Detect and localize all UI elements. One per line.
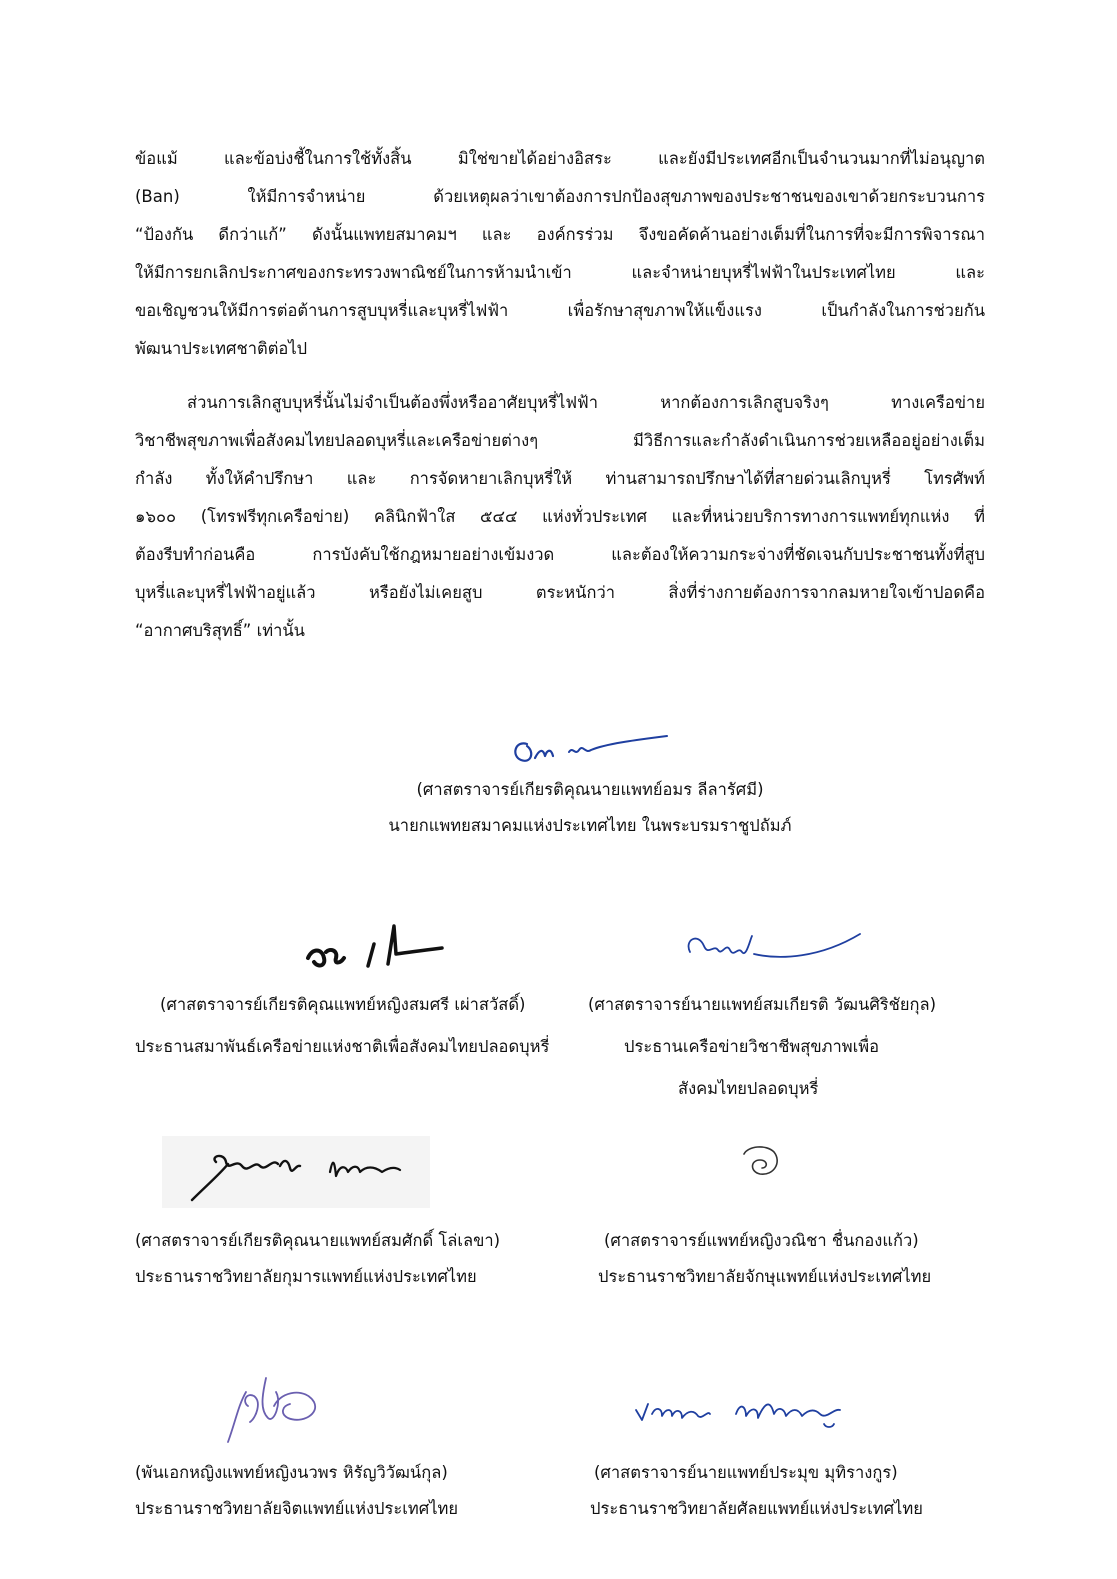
text-line: วิชาชีพสุขภาพเพื่อสังคมไทยปลอดบุหรี่และเครือข่ายต่างๆ มีวิธีการและกำลังดำเนินการช่วยเหลืออยู่อย่างเต็ม xyxy=(135,431,985,450)
text-line: บุหรี่และบุหรี่ไฟฟ้าอยู่แล้ว หรือยังไม่เคยสูบ ตระหนักว่า สิ่งที่ร่างกายต้องการจากลมหายใจเข้าปอดคือ xyxy=(135,583,985,602)
signatory-title: ประธานราชวิทยาลัยกุมารแพทย์แห่งประเทศไทย xyxy=(135,1267,477,1286)
paragraph-1 xyxy=(135,140,985,368)
text-line: ๑๖๐๐ (โทรฟรีทุกเครือข่าย) คลินิกฟ้าใส ๕๔๔ แห่งทั่วประเทศ และที่หน่วยบริการทางการแพทย์ทุกแห่ง ที่ xyxy=(135,507,985,526)
signatory-title: ประธานราชวิทยาลัยศัลยแพทย์แห่งประเทศไทย xyxy=(590,1499,923,1518)
text-line: พัฒนาประเทศชาติต่อไป xyxy=(135,339,308,358)
signatory-name: (ศาสตราจารย์นายแพทย์ประมุข มุทิรางกูร) xyxy=(594,1463,898,1482)
signature-block-president xyxy=(300,718,880,844)
signatory-title: นายกแพทยสมาคมแห่งประเทศไทย ในพระบรมราชูปถัมภ์ xyxy=(388,816,792,835)
signatory-name: (ศาสตราจารย์แพทย์หญิงวณิชา ชื่นกองแก้ว) xyxy=(604,1231,919,1250)
text-line: กำลัง ทั้งให้คำปรึกษา และ การจัดหายาเลิกบุหรี่ให้ ท่านสามารถปรึกษาได้ที่สายด่วนเลิกบุหรี่ โทรศัพท์ xyxy=(135,469,985,488)
signatory-title: สังคมไทยปลอดบุหรี่ xyxy=(678,1079,819,1098)
signature-somkiat xyxy=(680,918,870,973)
signatory-name: (ศาสตราจารย์เกียรติคุณนายแพทย์อมร ลีลารัศมี) xyxy=(416,780,764,799)
text-line: ขอเชิญชวนให้มีการต่อต้านการสูบบุหรี่และบุหรี่ไฟฟ้า เพื่อรักษาสุขภาพให้แข็งแรง เป็นกำลังในการช่วยกัน xyxy=(135,301,985,320)
signatory-name: (ศาสตราจารย์เกียรติคุณแพทย์หญิงสมศรี เผ่าสวัสดิ์) xyxy=(160,995,526,1014)
signature-wanicha xyxy=(736,1140,788,1180)
signatory-title: ประธานสมาพันธ์เครือข่ายแห่งชาติเพื่อสังคมไทยปลอดบุหรี่ xyxy=(135,1037,550,1056)
text-line: “อากาศบริสุทธิ์” เท่านั้น xyxy=(135,621,305,640)
letter-body xyxy=(135,140,985,666)
text-line: ให้มีการยกเลิกประกาศของกระทรวงพาณิชย์ในการห้ามนำเข้า และจำหน่ายบุหรี่ไฟฟ้าในประเทศไทย และ xyxy=(135,263,985,282)
signature-nawaporn xyxy=(216,1362,331,1452)
signatory-title: ประธานเครือข่ายวิชาชีพสุขภาพเพื่อ xyxy=(624,1037,880,1056)
signatory-title: ประธานราชวิทยาลัยจิตแพทย์แห่งประเทศไทย xyxy=(135,1499,459,1518)
signatory-title: ประธานราชวิทยาลัยจักษุแพทย์แห่งประเทศไทย xyxy=(598,1267,932,1286)
signatory-name: (พันเอกหญิงแพทย์หญิงนวพร หิรัญวิวัฒน์กุล) xyxy=(135,1463,448,1482)
text-line: “ป้องกัน ดีกว่าแก้” ดังนั้นแพทยสมาคมฯ และ องค์กรร่วม จึงขอคัดค้านอย่างเต็มที่ในการที่จะมีการพิจารณา xyxy=(135,225,985,244)
signature-somsri xyxy=(300,918,450,978)
signature-somsak xyxy=(162,1136,430,1208)
signature-pramook xyxy=(628,1380,863,1435)
text-line: ข้อแม้ และข้อบ่งชี้ในการใช้ทั้งสิ้น มิใช่ขายได้อย่างอิสระ และยังมีประเทศอีกเป็นจำนวนมากที่ไม่อนุญาต xyxy=(135,149,985,168)
signatory-name: (ศาสตราจารย์นายแพทย์สมเกียรติ วัฒนศิริชัยกุล) xyxy=(588,995,937,1014)
text-line: (Ban) ให้มีการจำหน่าย ด้วยเหตุผลว่าเขาต้องการปกป้องสุขภาพของประชาชนของเขาด้วยกระบวนการ xyxy=(135,187,985,206)
text-line: ต้องรีบทำก่อนคือ การบังคับใช้กฎหมายอย่างเข้มงวด และต้องให้ความกระจ่างที่ชัดเจนกับประชาชนทั้งที่สูบ xyxy=(135,545,985,564)
signatory-name: (ศาสตราจารย์เกียรติคุณนายแพทย์สมศักดิ์ โล่เลขา) xyxy=(135,1231,501,1250)
text-line: ส่วนการเลิกสูบบุหรี่นั้นไม่จำเป็นต้องพึ่งหรืออาศัยบุหรี่ไฟฟ้า หากต้องการเลิกสูบจริงๆ ทางเครือข่าย xyxy=(187,393,985,412)
paragraph-2 xyxy=(135,384,985,650)
